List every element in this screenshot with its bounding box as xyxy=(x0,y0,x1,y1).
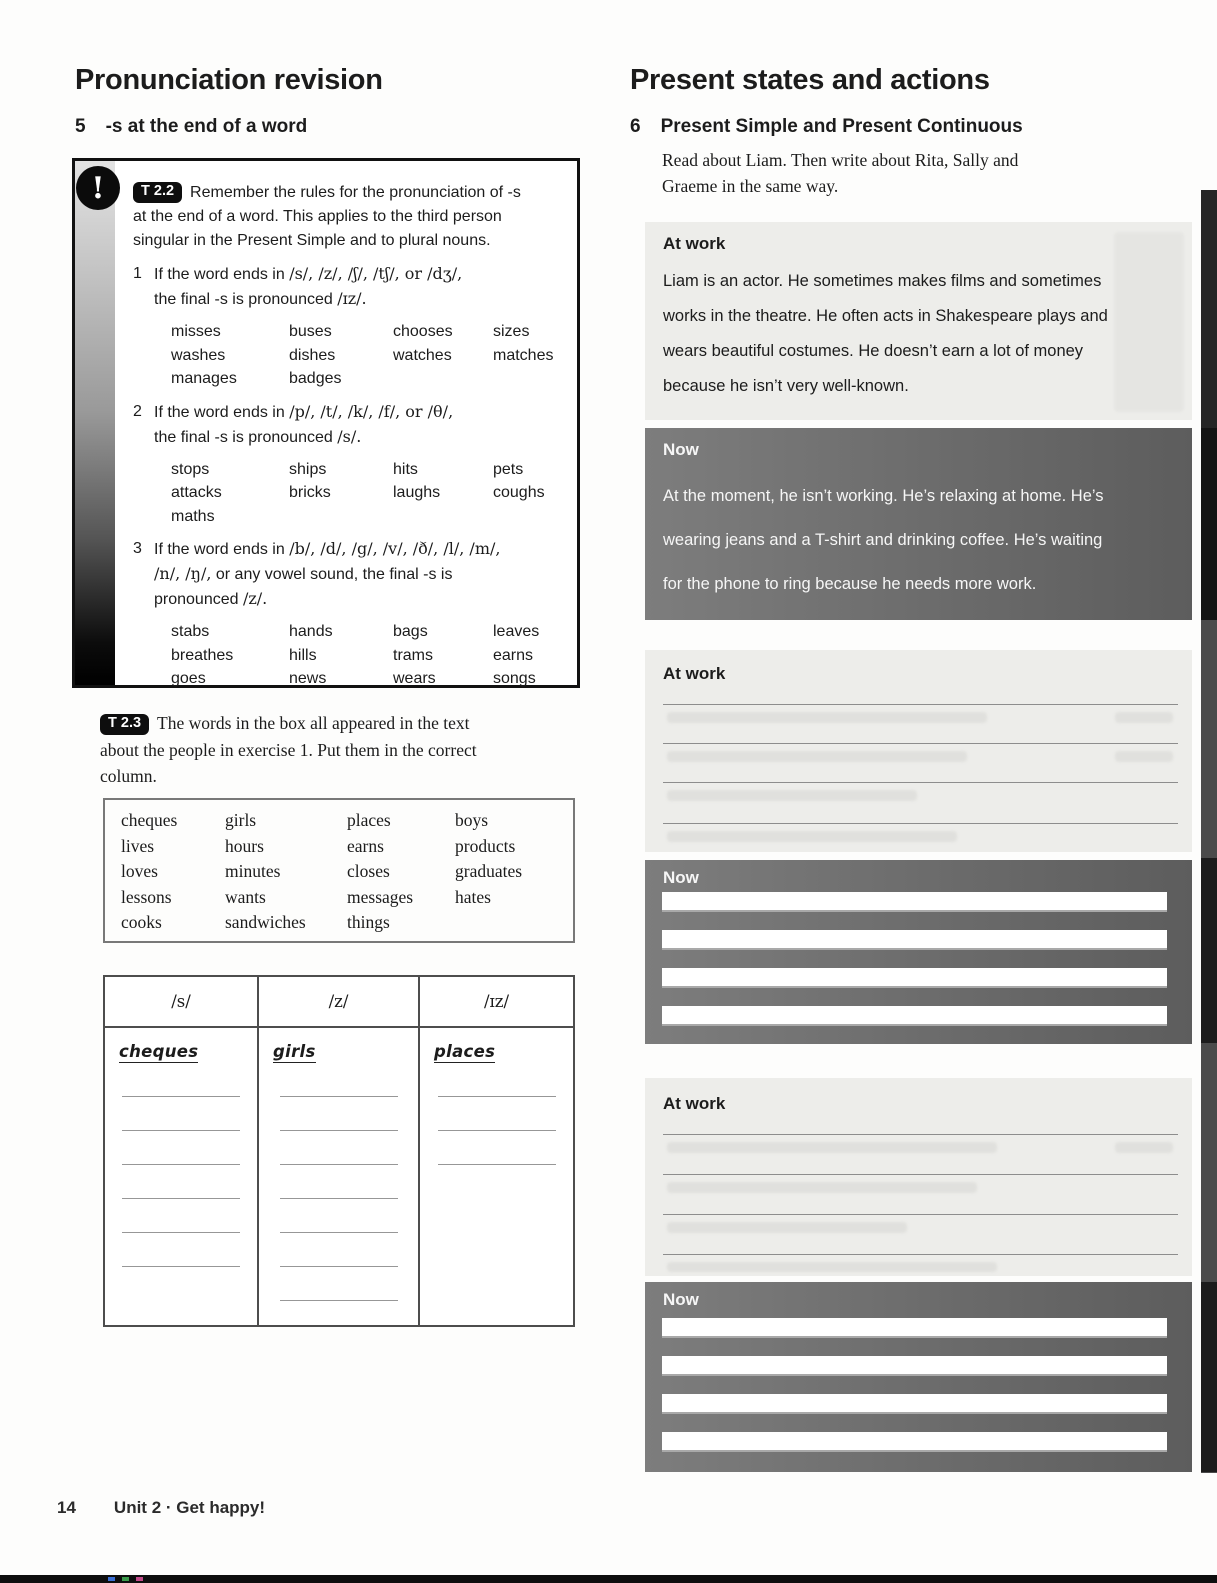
word: products xyxy=(455,835,516,856)
writing-stripe xyxy=(662,1006,1167,1026)
word: lives xyxy=(121,835,155,856)
word: cheques xyxy=(121,810,178,830)
show-through-smudge xyxy=(667,1182,977,1193)
blank-line xyxy=(280,1266,398,1267)
word-box-column-1 xyxy=(121,808,225,941)
exercise-6-number: 6 xyxy=(630,116,641,137)
table-column-s xyxy=(105,977,259,1325)
now-blank-panel-1 xyxy=(645,860,1192,1044)
now-heading: Now xyxy=(663,868,699,887)
writing-stripe xyxy=(662,968,1167,988)
rule-text: If the word ends in /p/, /t/, /k/, /f/, or /θ/, the final -s is pronounced /s/. xyxy=(154,401,454,446)
example-word: sizes xyxy=(493,323,530,340)
writing-line xyxy=(663,1134,1178,1135)
writing-line xyxy=(663,1174,1178,1175)
word: girls xyxy=(225,810,257,830)
example-word: matches xyxy=(493,346,554,364)
word: minutes xyxy=(225,861,281,881)
exercise-t23-instructions xyxy=(100,710,582,790)
rules-box-content xyxy=(133,181,561,697)
example-word: hits xyxy=(393,460,418,478)
rule-number: 2 xyxy=(133,402,142,420)
show-through-smudge xyxy=(1115,1142,1173,1153)
rules-intro xyxy=(133,181,561,253)
word: cooks xyxy=(121,912,162,932)
example-word: misses xyxy=(171,323,221,340)
column-header: /z/ xyxy=(259,977,418,1028)
rule-number: 1 xyxy=(133,265,142,282)
audio-badge-t23: T 2.3 xyxy=(100,714,149,735)
example-word: trams xyxy=(393,646,433,664)
word-box xyxy=(103,798,575,943)
table-column-iz xyxy=(420,977,573,1325)
word: wants xyxy=(225,886,266,907)
example-word: news xyxy=(289,670,327,687)
rule-text: If the word ends in /b/, /d/, /g/, /v/, /ð/, /l/, /m/, /n/, /ŋ/, or any vowel sound, the final -s is pronounced /z/. xyxy=(154,539,501,608)
word: loves xyxy=(121,861,158,881)
exercise-6-instructions xyxy=(662,147,1132,199)
show-through-smudge xyxy=(667,751,967,762)
word: closes xyxy=(347,861,390,881)
blank-line xyxy=(122,1198,240,1199)
example-word: pets xyxy=(493,460,524,478)
at-work-example-panel xyxy=(645,222,1192,420)
show-through-smudge xyxy=(1115,712,1173,723)
print-registration-mark xyxy=(108,1577,115,1581)
bottom-print-bar xyxy=(0,1575,1217,1583)
rule-1 xyxy=(133,262,561,312)
example-word: dishes xyxy=(289,346,336,364)
column-header: /ɪz/ xyxy=(420,977,573,1028)
print-registration-mark xyxy=(136,1577,143,1581)
example-word: bricks xyxy=(289,484,331,501)
footer-text: Unit 2 · Get happy! xyxy=(113,1498,266,1517)
pronunciation-rules-box xyxy=(72,158,580,688)
edge-shadow-segment xyxy=(1201,428,1217,620)
rule-number: 3 xyxy=(133,540,142,557)
exercise-5-heading xyxy=(75,116,307,138)
print-registration-mark xyxy=(122,1577,129,1581)
sound-sorting-table xyxy=(103,975,575,1327)
writing-line xyxy=(663,704,1178,705)
writing-line xyxy=(663,1254,1178,1255)
rule-1-words xyxy=(171,320,561,391)
page-edge-shadow xyxy=(1201,190,1217,1473)
t23-line: about the people in exercise 1. Put them in the correct xyxy=(100,739,477,760)
now-heading: Now xyxy=(663,440,699,459)
blank-write-lines xyxy=(259,1063,418,1301)
instruction-line: Read about Liam. Then write about Rita, Sally and xyxy=(662,150,1019,170)
example-word: buses xyxy=(289,323,332,340)
writing-stripe xyxy=(662,1432,1167,1452)
show-through-smudge xyxy=(667,790,917,801)
at-work-example-text: Liam is an actor. He sometimes makes films and sometimes works in the theatre. He often acts in Shakespeare plays and wears beautiful costumes. He doesn’t earn a lot of money because he isn’t very well-known. xyxy=(663,272,1108,395)
example-word: watches xyxy=(393,346,452,364)
rule-2 xyxy=(133,400,561,450)
at-work-blank-panel-2 xyxy=(645,1078,1192,1276)
blank-line xyxy=(122,1130,240,1131)
blank-write-lines xyxy=(420,1063,573,1165)
example-word: goes xyxy=(171,670,206,687)
t23-line: column. xyxy=(100,766,157,786)
example-word: leaves xyxy=(493,623,540,640)
writing-stripe xyxy=(662,1356,1167,1376)
example-word: attacks xyxy=(171,484,222,501)
edge-shadow-segment xyxy=(1201,858,1217,1043)
rule-3-words xyxy=(171,620,561,691)
rule-2-words xyxy=(171,458,561,529)
at-work-blank-panel-1 xyxy=(645,650,1192,852)
word: boys xyxy=(455,810,489,830)
handwritten-answer: places xyxy=(434,1042,496,1061)
word: sandwiches xyxy=(225,912,306,932)
exercise-5-title: -s at the end of a word xyxy=(105,116,308,137)
exercise-6-title: Present Simple and Present Continuous xyxy=(660,116,1023,137)
blank-write-lines xyxy=(105,1063,257,1267)
t23-line: The words in the box all appeared in the text xyxy=(157,713,470,733)
example-word: stabs xyxy=(171,623,210,640)
writing-stripe xyxy=(662,1394,1167,1414)
word: graduates xyxy=(455,861,523,881)
now-example-panel xyxy=(645,428,1192,620)
example-word: chooses xyxy=(393,323,453,340)
show-through-smudge xyxy=(667,831,957,842)
blank-line xyxy=(122,1266,240,1267)
blank-line xyxy=(122,1096,240,1097)
column-header: /s/ xyxy=(105,977,257,1028)
writing-line xyxy=(663,823,1178,824)
now-heading: Now xyxy=(663,1290,699,1309)
gradient-strip xyxy=(75,161,115,685)
rule-3 xyxy=(133,537,561,612)
blank-line xyxy=(280,1232,398,1233)
show-through-smudge xyxy=(667,712,987,723)
page-number: 14 xyxy=(57,1498,76,1517)
word: earns xyxy=(347,835,384,856)
word: things xyxy=(347,912,390,932)
writing-line xyxy=(663,1214,1178,1215)
writing-stripe xyxy=(662,1318,1167,1338)
example-word: laughs xyxy=(393,484,441,501)
example-word: coughs xyxy=(493,484,545,501)
writing-stripe xyxy=(662,892,1167,912)
example-word: songs xyxy=(493,670,536,687)
exercise-5-number: 5 xyxy=(75,116,86,137)
instruction-line: Graeme in the same way. xyxy=(662,176,839,196)
example-word: stops xyxy=(171,460,210,478)
example-word: hands xyxy=(289,623,333,640)
now-example-text: At the moment, he isn’t working. He’s relaxing at home. He’s wearing jeans and a T-shirt and drinking coffee. He’s waiting for the phone to ring because he needs more work. xyxy=(663,487,1104,593)
example-word: bags xyxy=(393,623,428,640)
example-word: washes xyxy=(171,346,226,364)
word-box-column-4 xyxy=(455,808,522,941)
word: places xyxy=(347,810,391,830)
blank-line xyxy=(280,1198,398,1199)
at-work-heading: At work xyxy=(663,1094,726,1113)
intro-line: singular in the Present Simple and to plural nouns. xyxy=(133,232,491,249)
handwritten-answer: cheques xyxy=(119,1042,199,1061)
intro-line: Remember the rules for the pronunciation of -s xyxy=(190,184,521,201)
word: hates xyxy=(455,886,491,907)
now-blank-panel-2 xyxy=(645,1282,1192,1472)
writing-line xyxy=(663,743,1178,744)
at-work-heading: At work xyxy=(663,664,726,683)
example-word: maths xyxy=(171,507,215,525)
blank-line xyxy=(280,1130,398,1131)
blank-line xyxy=(280,1164,398,1165)
at-work-heading: At work xyxy=(663,234,726,253)
left-section-title: Pronunciation revision xyxy=(75,64,383,96)
word: hours xyxy=(225,835,264,856)
example-word: manages xyxy=(171,370,237,387)
show-through-smudge xyxy=(1115,751,1173,762)
blank-line xyxy=(122,1164,240,1165)
writing-stripe xyxy=(662,930,1167,950)
rule-text: If the word ends in /s/, /z/, /ʃ/, /tʃ/, or /dʒ/, the final -s is pronounced /ɪz/. xyxy=(154,264,463,308)
word-box-column-2 xyxy=(225,808,347,941)
edge-shadow-segment xyxy=(1201,1282,1217,1472)
blank-line xyxy=(280,1300,398,1301)
table-column-z xyxy=(259,977,420,1325)
example-word: wears xyxy=(393,670,436,687)
exercise-6-heading xyxy=(630,116,1023,138)
intro-line: at the end of a word. This applies to the third person xyxy=(133,208,502,225)
blank-line xyxy=(438,1096,556,1097)
page-footer xyxy=(57,1498,265,1518)
word: messages xyxy=(347,886,414,907)
blank-line xyxy=(438,1164,556,1165)
word: lessons xyxy=(121,886,172,907)
example-word: badges xyxy=(289,370,342,387)
writing-line xyxy=(663,782,1178,783)
example-word: ships xyxy=(289,460,327,478)
handwritten-answer: girls xyxy=(273,1042,316,1061)
blank-line xyxy=(280,1096,398,1097)
example-word: earns xyxy=(493,646,534,664)
show-through-smudge xyxy=(667,1222,907,1233)
word-box-column-3 xyxy=(347,808,455,941)
blank-line xyxy=(438,1130,556,1131)
example-word: breathes xyxy=(171,646,234,664)
warning-icon: ! xyxy=(76,166,120,210)
show-through-smudge xyxy=(667,1262,997,1272)
blank-line xyxy=(122,1232,240,1233)
audio-badge-t22: T 2.2 xyxy=(133,182,182,203)
right-section-title: Present states and actions xyxy=(630,64,990,96)
example-word: hills xyxy=(289,646,317,664)
show-through-smudge xyxy=(667,1142,997,1153)
